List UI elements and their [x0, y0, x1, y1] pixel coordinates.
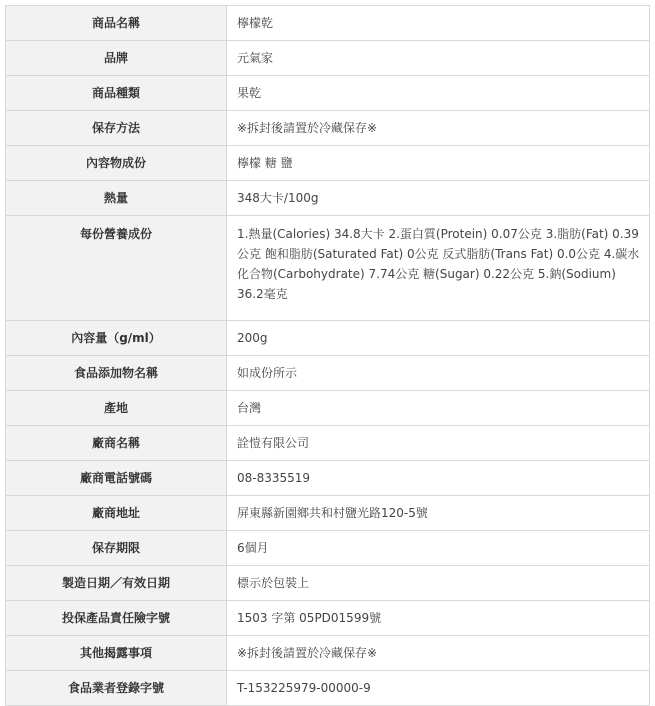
row-value: ※拆封後請置於冷藏保存※	[227, 111, 650, 146]
row-label: 保存期限	[6, 531, 227, 566]
table-row	[6, 111, 650, 146]
row-label: 其他揭露事項	[6, 636, 227, 671]
table-row	[6, 76, 650, 111]
product-spec-table	[5, 5, 650, 706]
row-value: 348大卡/100g	[227, 181, 650, 216]
row-label: 品牌	[6, 41, 227, 76]
row-label: 廠商地址	[6, 496, 227, 531]
table-row	[6, 146, 650, 181]
row-value: 果乾	[227, 76, 650, 111]
table-row	[6, 566, 650, 601]
row-value: 台灣	[227, 391, 650, 426]
row-value: 08-8335519	[227, 461, 650, 496]
row-label: 商品種類	[6, 76, 227, 111]
table-row	[6, 216, 650, 321]
row-label: 廠商名稱	[6, 426, 227, 461]
row-label: 每份營養成份	[6, 216, 227, 321]
row-value: 1.熱量(Calories) 34.8大卡 2.蛋白質(Protein) 0.07公克 3.脂肪(Fat) 0.39公克 飽和脂肪(Saturated Fat) 0公克 反式脂肪(Trans Fat) 0.0公克 4.碳水化合物(Carbohydrate) 7.74公克 糖(Sugar) 0.22公克 5.鈉(Sodium) 36.2毫克	[227, 216, 650, 321]
table-row	[6, 426, 650, 461]
row-value: ※拆封後請置於冷藏保存※	[227, 636, 650, 671]
row-label: 商品名稱	[6, 6, 227, 41]
row-label: 產地	[6, 391, 227, 426]
row-value: 屏東縣新園鄉共和村鹽光路120-5號	[227, 496, 650, 531]
table-row	[6, 601, 650, 636]
table-row	[6, 671, 650, 706]
row-value: 檸檬乾	[227, 6, 650, 41]
row-value: 6個月	[227, 531, 650, 566]
table-row	[6, 41, 650, 76]
row-value: 如成份所示	[227, 356, 650, 391]
row-value: 元氣家	[227, 41, 650, 76]
row-label: 內容物成份	[6, 146, 227, 181]
row-value: 200g	[227, 321, 650, 356]
row-value: 1503 字第 05PD01599號	[227, 601, 650, 636]
table-row	[6, 636, 650, 671]
table-row	[6, 181, 650, 216]
table-row	[6, 321, 650, 356]
table-row	[6, 391, 650, 426]
row-value: 標示於包裝上	[227, 566, 650, 601]
row-label: 熱量	[6, 181, 227, 216]
row-label: 投保產品責任險字號	[6, 601, 227, 636]
row-label: 食品添加物名稱	[6, 356, 227, 391]
row-label: 食品業者登錄字號	[6, 671, 227, 706]
table-row	[6, 496, 650, 531]
table-row	[6, 461, 650, 496]
row-label: 保存方法	[6, 111, 227, 146]
row-label: 製造日期／有效日期	[6, 566, 227, 601]
row-label: 內容量（g/ml）	[6, 321, 227, 356]
table-row	[6, 531, 650, 566]
row-value: 檸檬 糖 鹽	[227, 146, 650, 181]
row-value: 詮愷有限公司	[227, 426, 650, 461]
table-row	[6, 6, 650, 41]
row-label: 廠商電話號碼	[6, 461, 227, 496]
table-row	[6, 356, 650, 391]
row-value: T-153225979-00000-9	[227, 671, 650, 706]
